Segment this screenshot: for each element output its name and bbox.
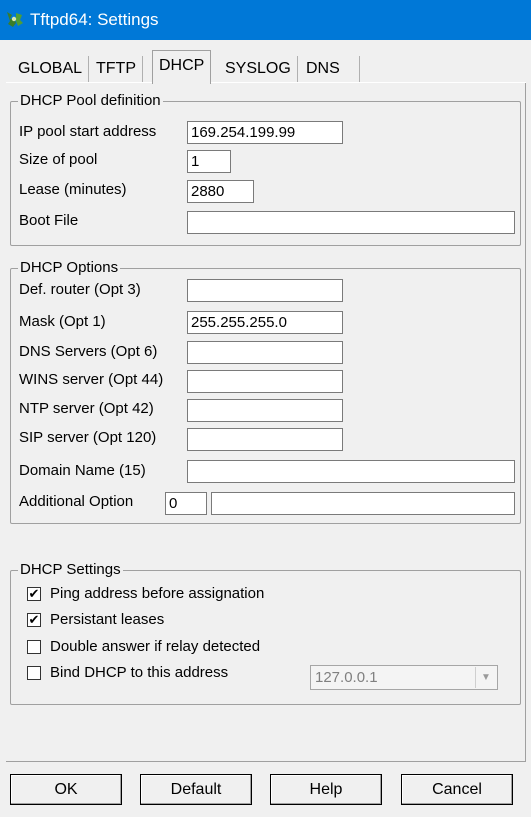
lease-input[interactable]: 2880	[187, 180, 254, 203]
mask-input[interactable]: 255.255.255.0	[187, 311, 343, 334]
tab-global[interactable]: GLOBAL	[12, 56, 89, 82]
options-groupbox	[10, 259, 521, 524]
domain-name-label: Domain Name (15)	[19, 462, 146, 479]
pool-size-input[interactable]: 1	[187, 150, 231, 173]
double-answer-label: Double answer if relay detected	[50, 638, 261, 655]
wins-server-label: WINS server (Opt 44)	[19, 371, 164, 388]
pool-size-label: Size of pool	[19, 151, 98, 168]
dns-servers-input[interactable]	[187, 341, 343, 364]
additional-option-label: Additional Option	[19, 493, 134, 510]
title-bar	[0, 0, 531, 40]
persistant-leases-label: Persistant leases	[50, 611, 165, 628]
options-legend: DHCP Options	[20, 259, 119, 276]
wins-server-input[interactable]	[187, 370, 343, 393]
window-title: Tftpd64: Settings	[30, 10, 159, 29]
def-router-label: Def. router (Opt 3)	[19, 281, 141, 298]
double-answer-checkbox[interactable]	[27, 640, 41, 654]
bind-dhcp-checkbox[interactable]	[27, 666, 41, 680]
tab-syslog[interactable]: SYSLOG	[219, 56, 298, 82]
pool-start-label: IP pool start address	[19, 123, 157, 140]
dns-servers-label: DNS Servers (Opt 6)	[19, 343, 158, 360]
cancel-button[interactable]: Cancel	[401, 774, 513, 805]
chevron-down-icon[interactable]: ▼	[475, 667, 496, 688]
ntp-server-label: NTP server (Opt 42)	[19, 400, 154, 417]
pool-legend: DHCP Pool definition	[20, 92, 161, 109]
lease-label: Lease (minutes)	[19, 181, 127, 198]
boot-file-label: Boot File	[19, 212, 79, 229]
additional-option-input[interactable]	[211, 492, 515, 515]
bind-address-select[interactable]	[310, 665, 498, 690]
tftpd64-app-icon	[4, 9, 26, 31]
ping-checkbox[interactable]: ✔	[28, 586, 40, 601]
ok-button[interactable]: OK	[10, 774, 122, 805]
tab-dns[interactable]: DNS	[300, 56, 360, 82]
ping-label: Ping address before assignation	[50, 585, 265, 602]
ntp-server-input[interactable]	[187, 399, 343, 422]
help-button[interactable]: Help	[270, 774, 382, 805]
bind-address-value: 127.0.0.1	[315, 669, 378, 686]
domain-name-input[interactable]	[187, 460, 515, 483]
additional-option-number[interactable]: 0	[165, 492, 207, 515]
def-router-input[interactable]	[187, 279, 343, 302]
settings-legend: DHCP Settings	[20, 561, 121, 578]
tab-strip-divider	[6, 82, 526, 83]
bind-dhcp-label: Bind DHCP to this address	[50, 664, 229, 681]
tab-tftp[interactable]: TFTP	[90, 56, 143, 82]
tab-dhcp[interactable]: DHCP	[152, 50, 211, 84]
mask-label: Mask (Opt 1)	[19, 313, 106, 330]
persistant-leases-checkbox[interactable]: ✔	[28, 612, 40, 627]
boot-file-input[interactable]	[187, 211, 515, 234]
sip-server-input[interactable]	[187, 428, 343, 451]
pool-start-input[interactable]: 169.254.199.99	[187, 121, 343, 144]
default-button[interactable]: Default	[140, 774, 252, 805]
sip-server-label: SIP server (Opt 120)	[19, 429, 157, 446]
